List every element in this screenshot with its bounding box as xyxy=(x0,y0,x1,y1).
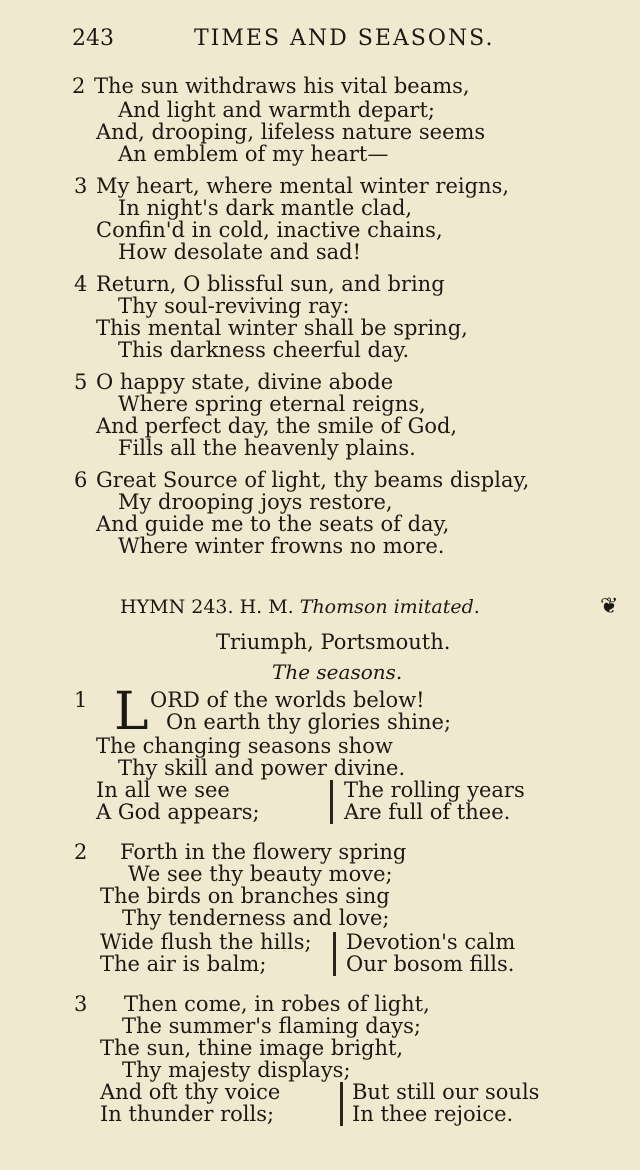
stanza-number: 6 xyxy=(74,468,88,492)
hymn-heading xyxy=(120,596,480,618)
verse-line: We see thy beauty move; xyxy=(128,862,393,886)
page-number: 243 xyxy=(72,26,114,51)
stanza-number: 2 xyxy=(74,840,88,864)
brace xyxy=(333,932,336,976)
verse-line: And oft thy voice xyxy=(100,1080,281,1104)
verse-line: And perfect day, the smile of God, xyxy=(96,414,458,438)
verse-line: The birds on branches sing xyxy=(100,884,390,908)
verse-line: This darkness cheerful day. xyxy=(118,338,410,362)
verse-line: In night's dark mantle clad, xyxy=(118,196,413,220)
verse-line: An emblem of my heart— xyxy=(118,142,389,166)
verse-line: The air is balm; xyxy=(100,952,267,976)
verse-line: In thunder rolls; xyxy=(100,1102,275,1126)
ornament-icon: ❦ xyxy=(600,594,619,619)
verse-line: Then come, in robes of light, xyxy=(124,992,430,1016)
verse-line: The changing seasons show xyxy=(96,734,393,758)
verse-line: This mental winter shall be spring, xyxy=(96,316,468,340)
brace xyxy=(340,1082,343,1126)
verse-line: Thy tenderness and love; xyxy=(122,906,390,930)
verse-line: My heart, where mental winter reigns, xyxy=(96,174,510,198)
brace xyxy=(330,780,333,824)
verse-line: Thy soul-reviving ray: xyxy=(118,294,350,318)
stanza-number: 4 xyxy=(74,272,88,296)
verse-line: Wide flush the hills; xyxy=(100,930,312,954)
hymn-number-meter: HYMN 243. H. M. xyxy=(120,596,294,618)
verse-line: Are full of thee. xyxy=(344,800,511,824)
verse-line: Forth in the flowery spring xyxy=(120,840,407,864)
stanza-number: 2 xyxy=(72,74,86,98)
drop-cap: L xyxy=(114,682,149,742)
stanza-number: 3 xyxy=(74,992,88,1016)
verse-line: The rolling years xyxy=(344,778,525,802)
page-header xyxy=(72,24,550,60)
stanza-number: 3 xyxy=(74,174,88,198)
verse-line: ORD of the worlds below! xyxy=(150,688,425,712)
verse-line: The sun, thine image bright, xyxy=(100,1036,404,1060)
hymn-subject: The seasons. xyxy=(272,660,403,684)
stanza-number: 5 xyxy=(74,370,88,394)
tune-names: Triumph, Portsmouth. xyxy=(216,630,451,654)
verse-line: O happy state, divine abode xyxy=(96,370,394,394)
verse-line: Thy skill and power divine. xyxy=(118,756,406,780)
verse-line: My drooping joys restore, xyxy=(118,490,393,514)
verse-line: But still our souls xyxy=(352,1080,540,1104)
running-title: TIMES AND SEASONS. xyxy=(194,26,495,51)
verse-line: In thee rejoice. xyxy=(352,1102,514,1126)
verse-line: Where winter frowns no more. xyxy=(118,534,445,558)
hymn-author: Thomson imitated. xyxy=(299,596,480,618)
verse-line: Great Source of light, thy beams display, xyxy=(96,468,530,492)
verse-line: The summer's flaming days; xyxy=(122,1014,421,1038)
verse-line: How desolate and sad! xyxy=(118,240,362,264)
verse-line: And guide me to the seats of day, xyxy=(96,512,450,536)
verse-line: Thy majesty displays; xyxy=(122,1058,351,1082)
stanza-number: 1 xyxy=(74,688,88,712)
verse-line: Return, O blissful sun, and bring xyxy=(96,272,445,296)
verse-line: The sun withdraws his vital beams, xyxy=(94,74,470,98)
verse-line: Our bosom fills. xyxy=(346,952,515,976)
verse-line: And, drooping, lifeless nature seems xyxy=(96,120,486,144)
verse-line: And light and warmth depart; xyxy=(118,98,435,122)
verse-line: In all we see xyxy=(96,778,230,802)
verse-line: A God appears; xyxy=(96,800,260,824)
verse-line: Fills all the heavenly plains. xyxy=(118,436,416,460)
verse-line: On earth thy glories shine; xyxy=(166,710,452,734)
verse-line: Where spring eternal reigns, xyxy=(118,392,426,416)
verse-line: Devotion's calm xyxy=(346,930,516,954)
verse-line: Confin'd in cold, inactive chains, xyxy=(96,218,443,242)
